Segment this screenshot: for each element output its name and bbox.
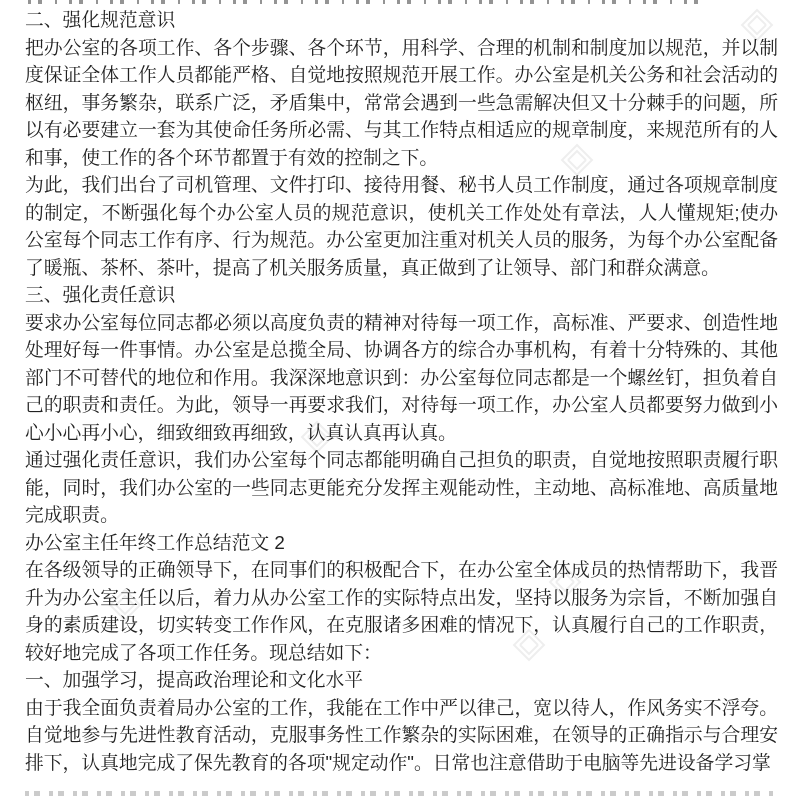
paragraph: 由于我全面负责着局办公室的工作，我能在工作中严以律己，宽以待人，作风务实不浮夸。自觉地参与先进性教育活动，克服事务性工作繁杂的实际困难，在领导的正确指示与合理安排下，认真地完成了保先教育的各项"规定动作"。日常也注意借助于电脑等先进设备学习掌 bbox=[25, 696, 778, 773]
section-heading: 三、强化责任意识 bbox=[25, 284, 176, 305]
section-heading: 二、强化规范意识 bbox=[25, 9, 176, 30]
document-page bbox=[25, 6, 778, 776]
paragraph: 在各级领导的正确领导下，在同事们的积极配合下，在办公室全体成员的热情帮助下，我晋升为办公室主任以后，着力从办公室工作的实际特点出发，坚持以服务为宗旨，不断加强自身的素质建设，切实转变工作作风，在克服诸多困难的情况下，认真履行自己的工作职责，较好地完成了各项工作任务。现总结如下： bbox=[25, 559, 778, 663]
paragraph: 把办公室的各项工作、各个步骤、各个环节，用科学、合理的机制和制度加以规范，并以制度保证全体工作人员都能严格、自觉地按照规范开展工作。办公室是机关公务和社会活动的枢纽，事务繁杂，联系广泛，矛盾集中，常常会遇到一些急需解决但又十分棘手的问题，所以有必要建立一套为其使命任务所必需、与其工作特点相适应的规章制度，来规范所有的人和事，使工作的各个环节都置于有效的控制之下。 bbox=[25, 36, 778, 168]
truncated-line-bottom bbox=[25, 791, 778, 796]
section-heading: 一、加强学习，提高政治理论和文化水平 bbox=[25, 669, 364, 690]
paragraph: 通过强化责任意识，我们办公室每个同志都能明确自己担负的职责，自觉地按照职责履行职能，同时，我们办公室的一些同志更能充分发挥主观能动性，主动地、高标准地、高质量地完成职责。 bbox=[25, 449, 778, 525]
paragraph: 为此，我们出台了司机管理、文件打印、接待用餐、秘书人员工作制度，通过各项规章制度的制定，不断强化每个办公室人员的规范意识，使机关工作处处有章法，人人懂规矩;使办公室每个同志工作有序、行为规范。办公室更加注重对机关人员的服务，为每个办公室配备了暖瓶、茶杯、茶叶，提高了机关服务质量，真正做到了让领导、部门和群众满意。 bbox=[25, 174, 778, 278]
truncated-line-top bbox=[28, 0, 700, 4]
paragraph: 要求办公室每位同志都必须以高度负责的精神对待每一项工作，高标准、严要求、创造性地处理好每一件事情。办公室是总揽全局、协调各方的综合办事机构，有着十分特殊的、其他部门不可替代的地位和作用。我深深地意识到：办公室每位同志都是一个螺丝钉，担负着自己的职责和责任。为此，领导一再要求我们，对待每一项工作，办公室人员都要努力做到小心小心再小心，细致细致再细致，认真认真再认真。 bbox=[25, 311, 778, 443]
section-heading: 办公室主任年终工作总结范文 2 bbox=[25, 531, 285, 553]
